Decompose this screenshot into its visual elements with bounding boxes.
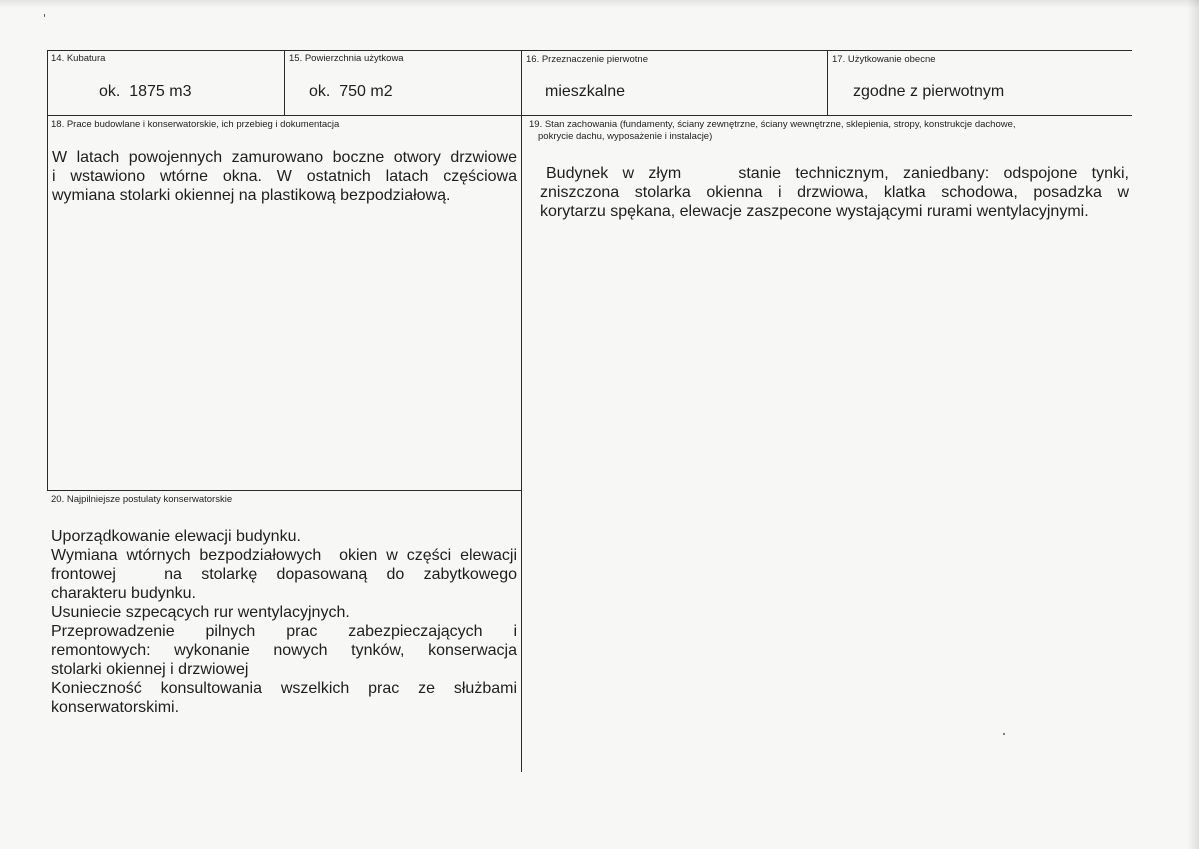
divider-14-15 [284, 50, 285, 115]
field-16-label: 16. Przeznaczenie pierwotne [526, 54, 648, 65]
field-19-text [540, 164, 1129, 221]
field-18-line: wymiana stolarki okiennej na plastikową bezpodziałową. [52, 187, 451, 204]
field-18-label: 18. Prace budowlane i konserwatorskie, ich przebieg i dokumentacja [51, 119, 340, 130]
field-20-line: Przeprowadzenie pilnych prac zabezpieczających i [51, 623, 517, 640]
field-17-value: zgodne z pierwotnym [853, 83, 1005, 100]
scan-right-shadow [1187, 0, 1199, 849]
field-19-label-line: 19. Stan zachowania (fundamenty, ściany zewnętrzne, ściany wewnętrzne, sklepienia, stropy, konstrukcje dachowe, [529, 119, 1016, 130]
field-16-value: mieszkalne [545, 83, 626, 100]
field-19-line: Budynek w złym stanie technicznym, zaniedbany: odspojone tynki, [546, 165, 1129, 182]
field-18-line: W latach powojennych zamurowano boczne otwory drzwiowe [52, 149, 517, 166]
field-14-label: 14. Kubatura [51, 53, 106, 64]
left-border [47, 50, 48, 490]
field-18-text [52, 148, 517, 205]
scan-speck [44, 14, 45, 17]
field-20-line: charakteru budynku. [51, 585, 196, 602]
field-19-label [529, 119, 1119, 143]
field-20-line: konserwatorskimi. [51, 699, 180, 716]
field-18-line: i wstawiono wtórne okna. W ostatnich latach częściowa [52, 168, 517, 185]
field-20-label: 20. Najpilniejsze postulaty konserwatorskie [51, 494, 233, 505]
field-19-line: korytarzu spękana, elewacje zaszpecone wystającymi rurami wentylacyjnymi. [540, 203, 1089, 220]
field-19-line: zniszczona stolarka okienna i drzwiowa, klatka schodowa, posadzka w [540, 184, 1129, 201]
field-15-label: 15. Powierzchnia użytkowa [289, 53, 404, 64]
row-divider [47, 115, 1132, 116]
field-15-value: ok. 750 m2 [309, 83, 393, 100]
field-20-line: Wymiana wtórnych bezpodziałowych okien w części elewacji [51, 547, 517, 564]
field-20-line: remontowych: wykonanie nowych tynków, konserwacja [51, 642, 517, 659]
scan-top-shadow [0, 0, 1199, 8]
field-20-line: Uporządkowanie elewacji budynku. [51, 528, 301, 545]
divider-16-17 [827, 50, 828, 115]
center-divider [521, 50, 522, 772]
field-20-line: Usuniecie szpecących rur wentylacyjnych. [51, 604, 350, 621]
field-19-label-line: pokrycie dachu, wyposażenie i instalacje) [538, 131, 713, 142]
section-20-divider [47, 490, 521, 491]
field-20-line: stolarki okiennej i drzwiowej [51, 661, 249, 678]
field-20-text [51, 527, 517, 717]
scan-speck [1003, 733, 1005, 735]
field-17-label: 17. Użytkowanie obecne [832, 54, 936, 65]
field-14-value: ok. 1875 m3 [99, 83, 192, 100]
field-20-line: Konieczność konsultowania wszelkich prac ze służbami [51, 680, 517, 697]
top-border [47, 50, 1132, 51]
field-20-line: frontowej na stolarkę dopasowaną do zabytkowego [51, 566, 517, 583]
